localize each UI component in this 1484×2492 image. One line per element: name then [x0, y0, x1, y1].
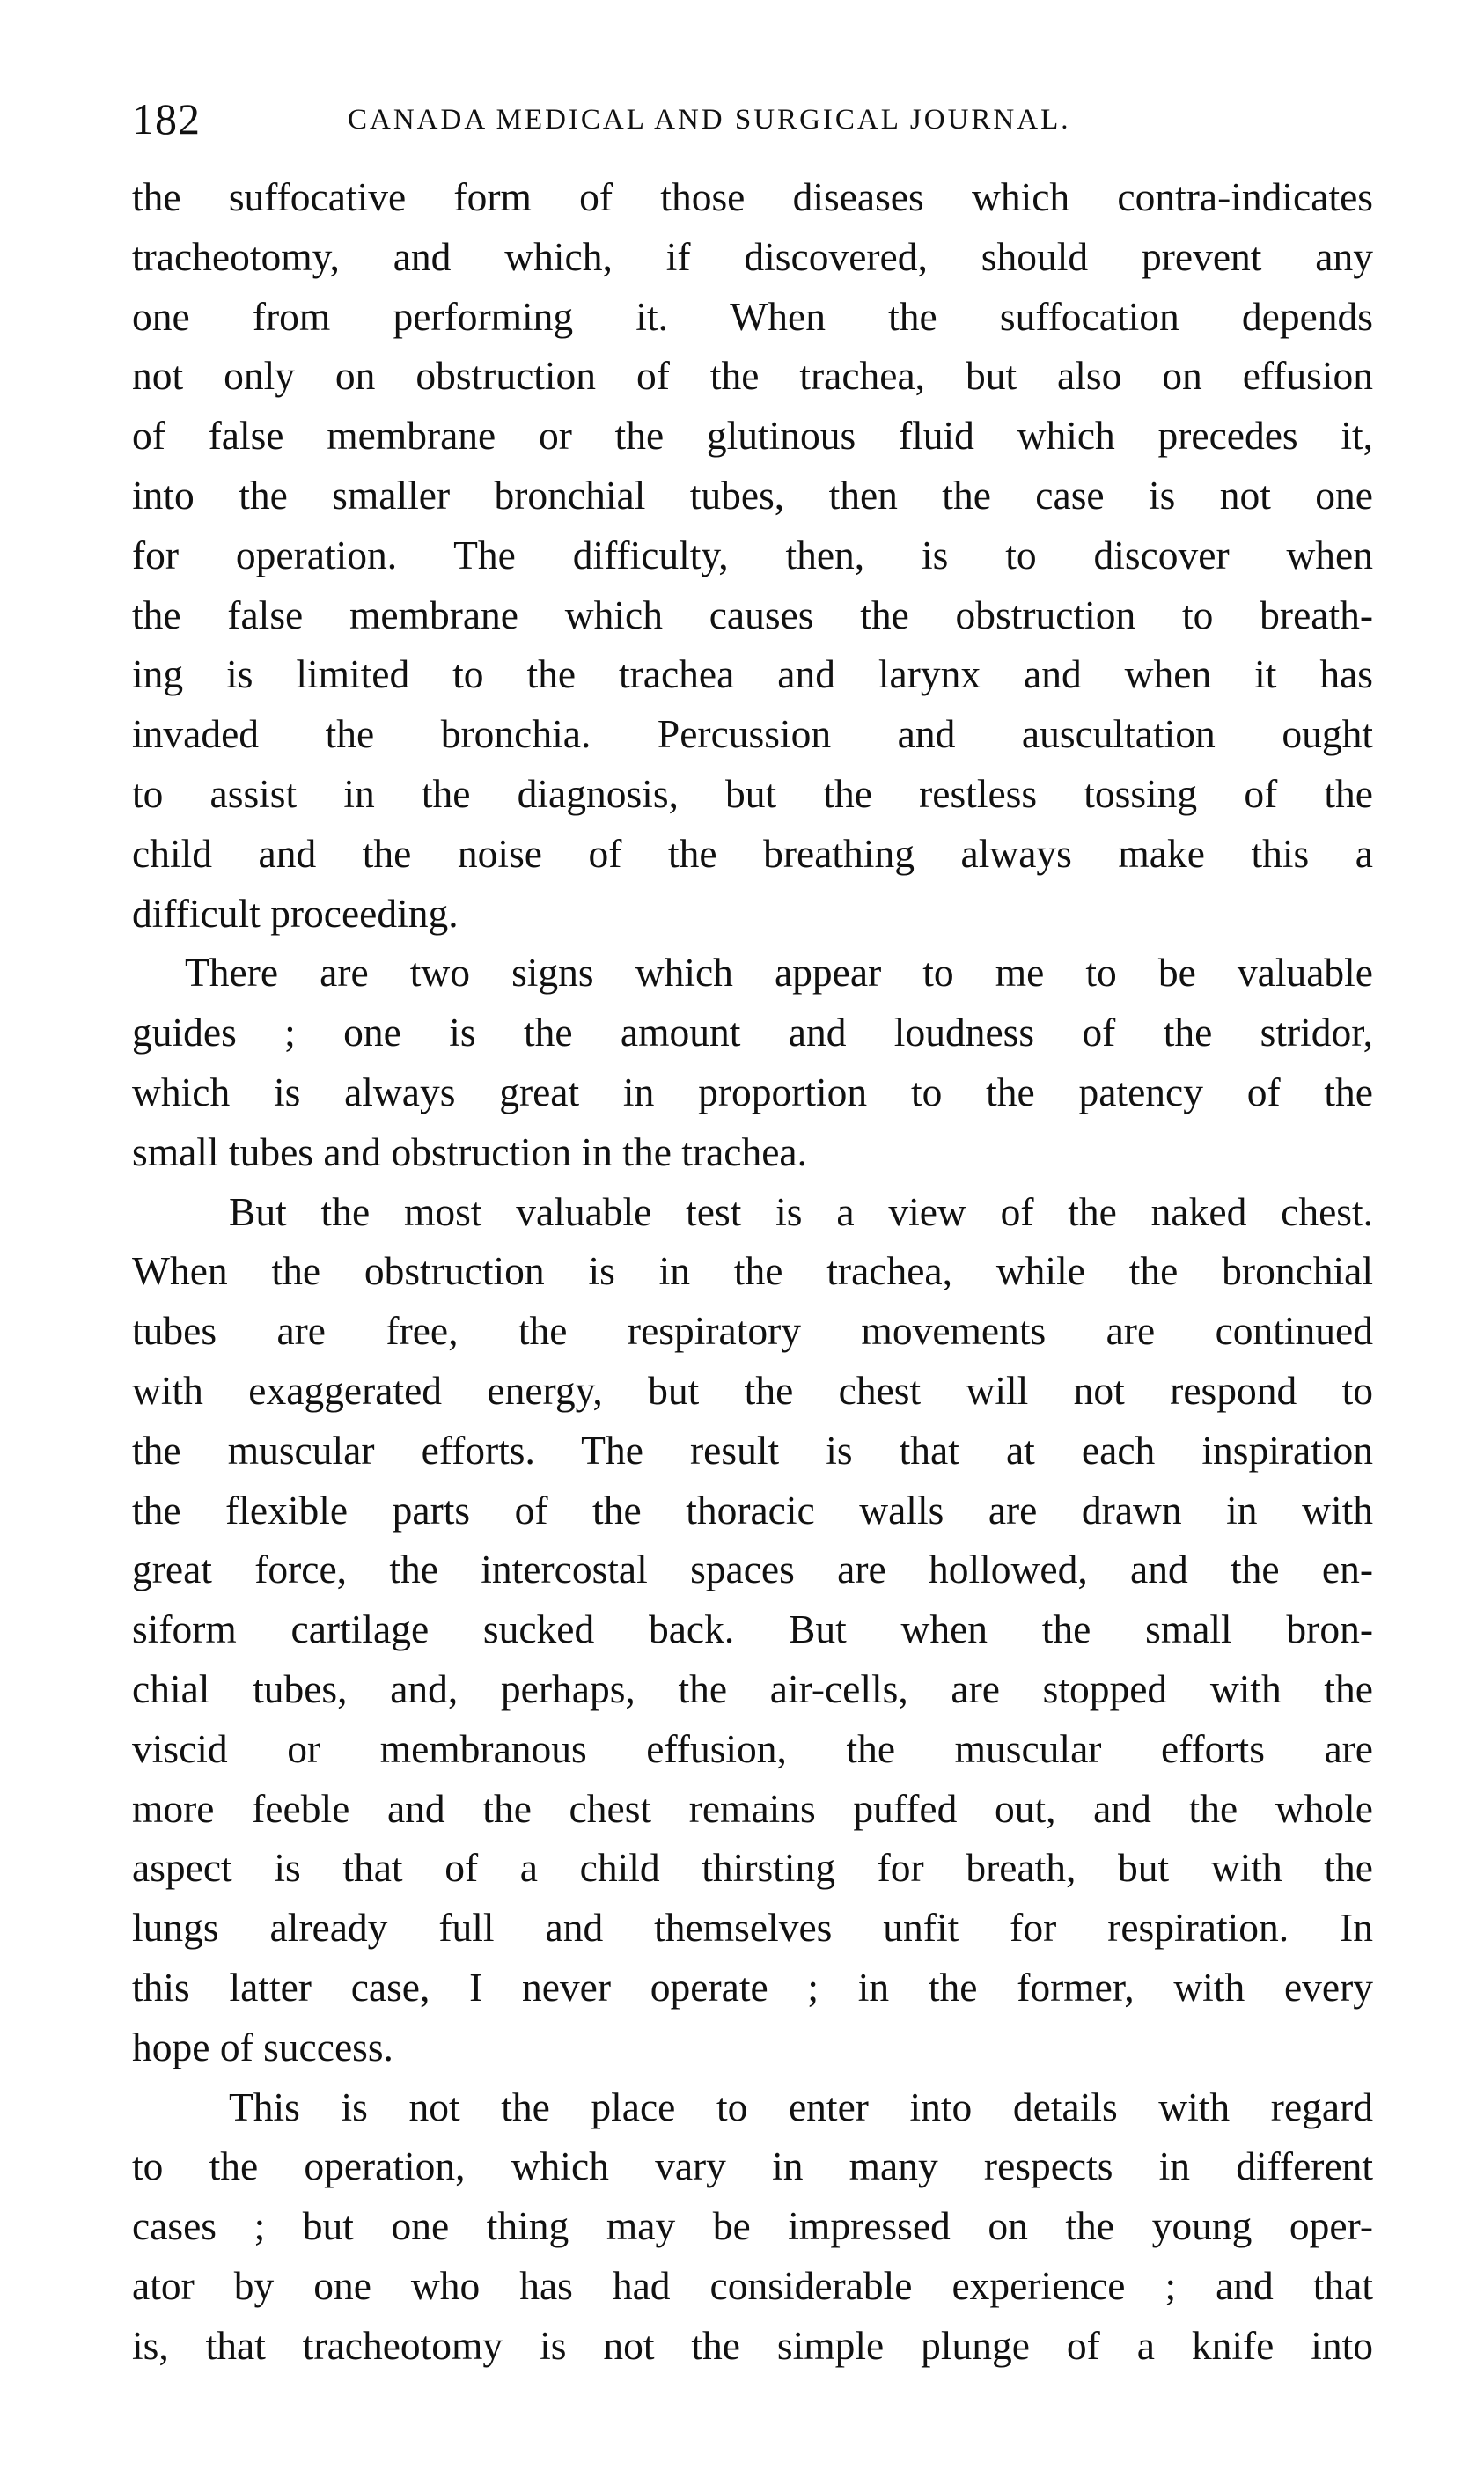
paragraph-naked-chest	[132, 1182, 1373, 2077]
text-line: this latter case, I never operate ; in the former, with every	[132, 1964, 1373, 2010]
text-line: aspect is that of a child thirsting for breath, but with the	[132, 1845, 1373, 1891]
text-line: to the operation, which vary in many respects in different	[132, 2143, 1373, 2189]
text-line: siform cartilage sucked back. But when the small bron-	[132, 1606, 1373, 1652]
text-line: ator by one who has had considerable experience ; and that	[132, 2262, 1373, 2308]
text-line: This is not the place to enter into details with regard	[229, 2084, 1373, 2129]
text-line: When the obstruction is in the trachea, while the bronchial	[132, 1248, 1373, 1294]
text-line: tracheotomy, and which, if discovered, should prevent any	[132, 233, 1373, 279]
text-line: cases ; but one thing may be impressed on the young oper-	[132, 2203, 1373, 2249]
text-line: which is always great in proportion to the patency of the	[132, 1069, 1373, 1114]
text-line: But the most valuable test is a view of the naked chest.	[229, 1188, 1373, 1234]
text-line: not only on obstruction of the trachea, but also on effusion	[132, 353, 1373, 399]
text-line: hope of success.	[132, 2024, 393, 2069]
text-line: one from performing it. When the suffocation depends	[132, 293, 1373, 339]
text-line: the flexible parts of the thoracic walls are drawn in with	[132, 1487, 1373, 1533]
text-line: guides ; one is the amount and loudness of the stridor,	[132, 1010, 1373, 1055]
text-line: with exaggerated energy, but the chest will not respond to	[132, 1367, 1373, 1413]
journal-title: CANADA MEDICAL AND SURGICAL JOURNAL.	[348, 104, 1071, 136]
text-line: tubes are free, the respiratory movements are continued	[132, 1308, 1373, 1354]
text-line: chial tubes, and, perhaps, the air-cells, are stopped with the	[132, 1665, 1373, 1711]
text-line: There are two signs which appear to me to be valuable	[185, 950, 1373, 996]
paragraph-operation-details	[132, 2077, 1373, 2376]
text-line: for operation. The difficulty, then, is to discover when	[132, 532, 1373, 577]
text-line: small tubes and obstruction in the trachea.	[132, 1128, 807, 1174]
text-line: lungs already full and themselves unfit for respiration. In	[132, 1905, 1373, 1951]
text-line: the suffocative form of those diseases which contra-indicates	[132, 174, 1373, 219]
running-head	[132, 88, 1364, 150]
text-line: difficult proceeding.	[132, 890, 459, 936]
paragraph-suffocative-form	[132, 167, 1373, 943]
text-line: more feeble and the chest remains puffed out, and the whole	[132, 1785, 1373, 1831]
text-line: ing is limited to the trachea and larynx and when it has	[132, 651, 1373, 697]
text-line: great force, the intercostal spaces are hollowed, and the en-	[132, 1547, 1373, 1592]
text-line: invaded the bronchia. Percussion and auscultation ought	[132, 711, 1373, 757]
text-body	[132, 167, 1373, 2375]
text-line: into the smaller bronchial tubes, then the case is not one	[132, 472, 1373, 518]
text-line: of false membrane or the glutinous fluid which precedes it,	[132, 413, 1373, 459]
text-line: to assist in the diagnosis, but the restless tossing of the	[132, 770, 1373, 816]
page-number: 182	[132, 94, 201, 143]
text-line: is, that tracheotomy is not the simple plunge of a knife into	[132, 2322, 1373, 2368]
text-line: the muscular efforts. The result is that at each inspiration	[132, 1427, 1373, 1473]
text-line: the false membrane which causes the obstruction to breath-	[132, 592, 1373, 637]
paragraph-two-signs	[132, 943, 1373, 1181]
text-line: viscid or membranous effusion, the muscular efforts are	[132, 1725, 1373, 1771]
text-line: child and the noise of the breathing always make this a	[132, 830, 1373, 876]
